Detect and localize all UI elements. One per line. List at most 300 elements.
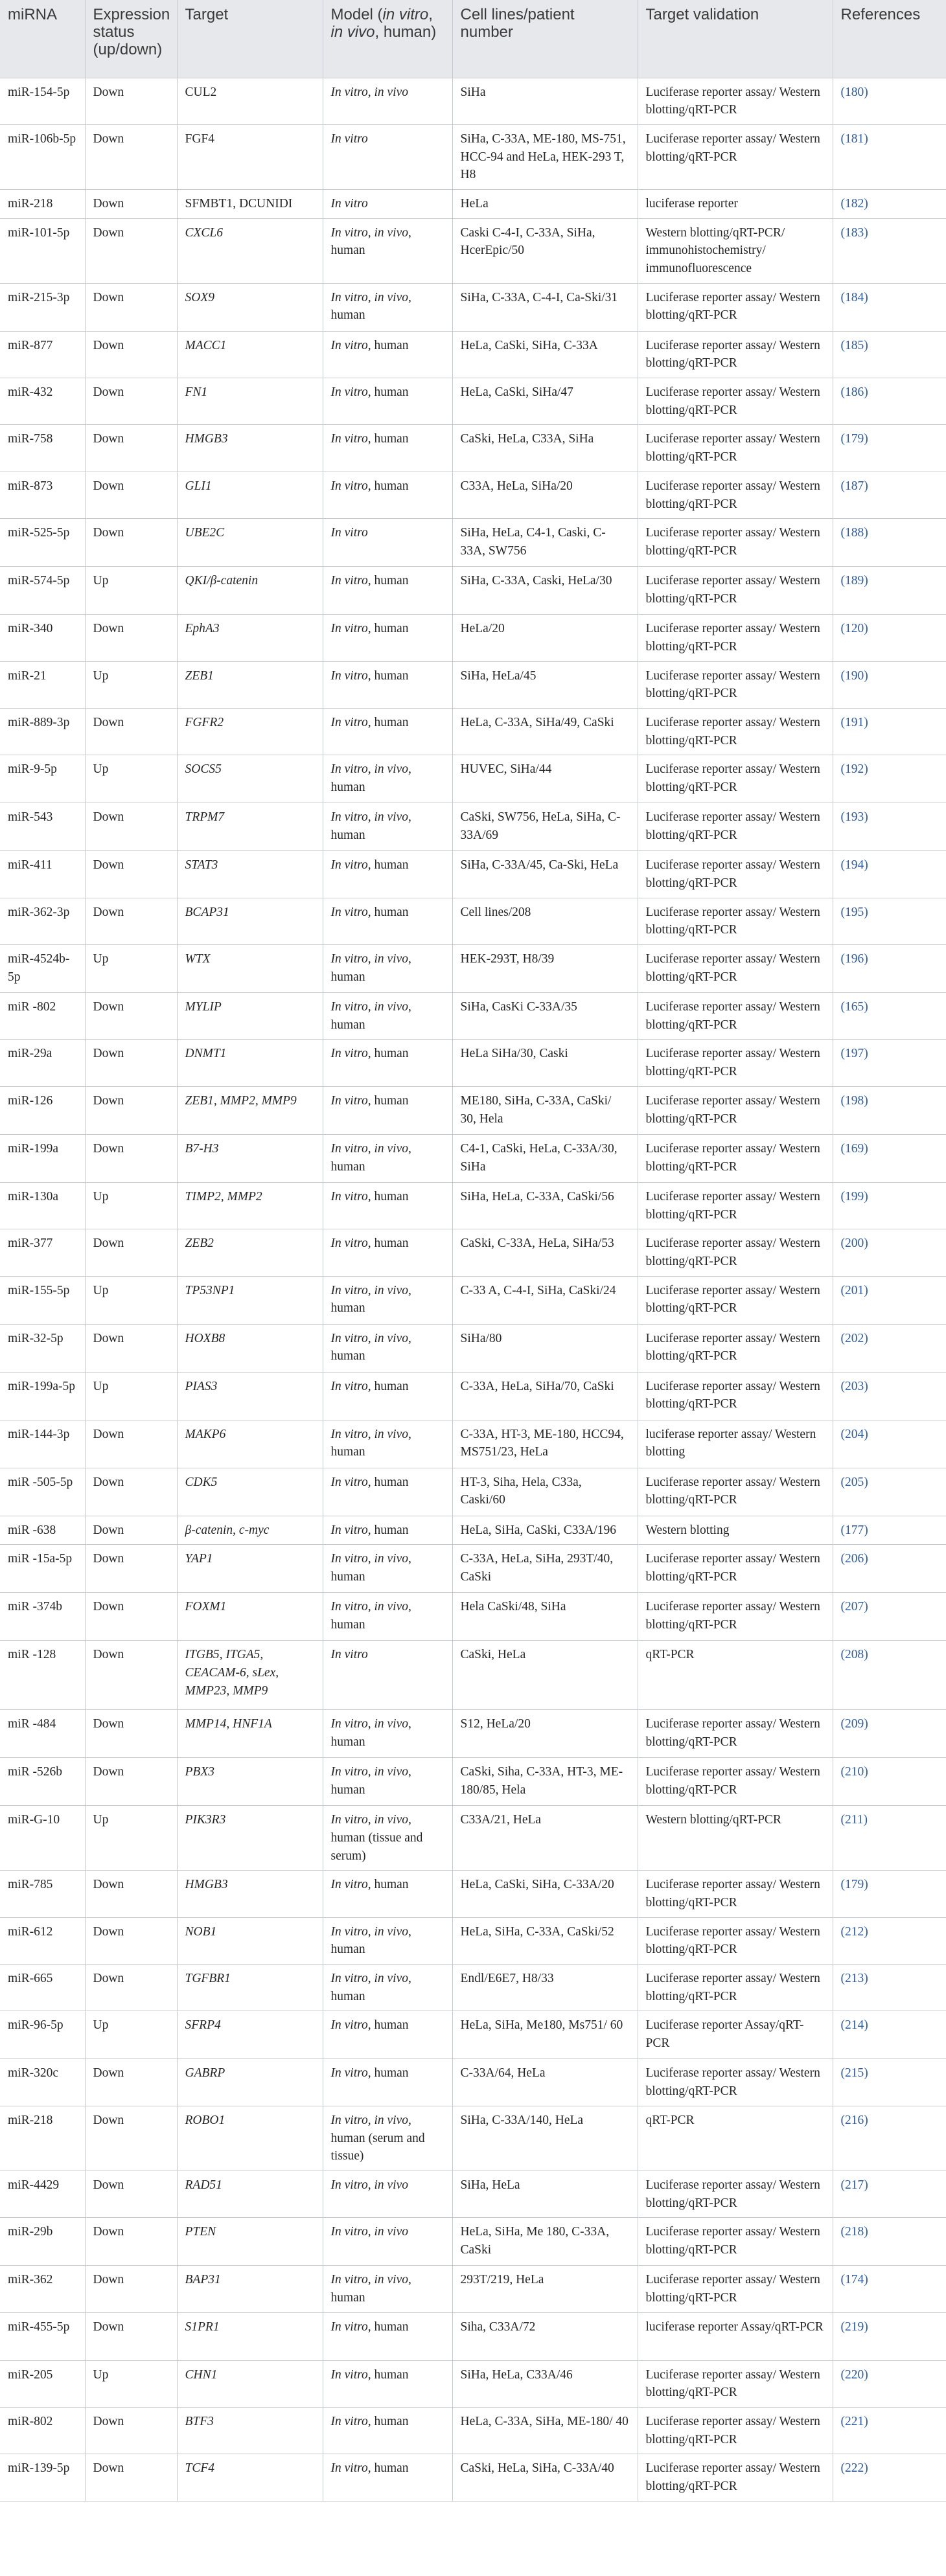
expression-status-cell: Down	[85, 1641, 177, 1710]
model-cell: In vitro, human	[323, 2312, 452, 2360]
target-validation-cell: Luciferase reporter assay/ Western blotting/qRT-PCR	[638, 2266, 833, 2312]
expression-status-cell: Down	[85, 803, 177, 851]
mirna-cell: miR-785	[0, 1871, 85, 1917]
reference-link[interactable]: (220)	[840, 2367, 868, 2382]
reference-link[interactable]: (217)	[840, 2178, 868, 2192]
target-validation-cell: luciferase reporter	[638, 189, 833, 218]
target-cell: STAT3	[177, 851, 323, 898]
reference-cell	[833, 1134, 946, 1182]
reference-link[interactable]: (200)	[840, 1237, 868, 1251]
target-validation-cell: Luciferase reporter assay/ Western blotting/qRT-PCR	[638, 78, 833, 124]
reference-cell	[833, 283, 946, 331]
target-cell: MYLIP	[177, 993, 323, 1040]
cell-lines-cell: SiHa, HeLa	[452, 2171, 638, 2217]
reference-link[interactable]: (201)	[840, 1283, 868, 1297]
mirna-cell: miR-199a-5p	[0, 1372, 85, 1420]
reference-link[interactable]: (192)	[840, 762, 868, 777]
mirna-cell: miR-21	[0, 661, 85, 708]
cell-lines-cell: SiHa, CasKi C-33A/35	[452, 993, 638, 1040]
reference-link[interactable]: (215)	[840, 2066, 868, 2080]
cell-lines-cell: C-33A, HeLa, SiHa, 293T/40, CaSki	[452, 1545, 638, 1593]
mirna-cell: miR-612	[0, 1917, 85, 1964]
target-cell: FN1	[177, 378, 323, 425]
table-row	[0, 1420, 946, 1468]
target-validation-cell: Western blotting/qRT-PCR/ immunohistochemistry/ immunofluorescence	[638, 218, 833, 283]
reference-cell	[833, 1758, 946, 1806]
model-cell: In vitro, human	[323, 851, 452, 898]
reference-cell	[833, 519, 946, 567]
reference-cell	[833, 1324, 946, 1372]
mirna-cell: miR-802	[0, 2408, 85, 2454]
target-cell: TGFBR1	[177, 1965, 323, 2011]
target-cell: TP53NP1	[177, 1276, 323, 1324]
mirna-cell: miR-96-5p	[0, 2011, 85, 2059]
target-cell: DNMT1	[177, 1040, 323, 1086]
model-cell: In vitro, in vivo, human	[323, 755, 452, 803]
mirna-cell: miR-340	[0, 615, 85, 661]
header-cell-lines: Cell lines/patient number	[452, 0, 638, 78]
target-validation-cell: Luciferase reporter assay/ Western blotting/qRT-PCR	[638, 1276, 833, 1324]
cell-lines-cell: HeLa, SiHa, C-33A, CaSki/52	[452, 1917, 638, 1964]
target-cell: FGFR2	[177, 708, 323, 755]
target-cell: SOCS5	[177, 755, 323, 803]
cell-lines-cell: HeLa, CaSki, SiHa, C-33A	[452, 331, 638, 378]
mirna-cell: miR-889-3p	[0, 708, 85, 755]
table-row	[0, 851, 946, 898]
expression-status-cell: Down	[85, 2218, 177, 2266]
expression-status-cell: Down	[85, 1086, 177, 1134]
target-validation-cell: Western blotting	[638, 1516, 833, 1545]
reference-link[interactable]: (189)	[840, 574, 868, 588]
expression-status-cell: Up	[85, 661, 177, 708]
cell-lines-cell: HeLa, SiHa, Me180, Ms751/ 60	[452, 2011, 638, 2059]
header-target: Target	[177, 0, 323, 78]
table-row	[0, 218, 946, 283]
reference-link[interactable]: (197)	[840, 1047, 868, 1061]
reference-link[interactable]: (120)	[840, 622, 868, 636]
reference-link[interactable]: (186)	[840, 385, 868, 400]
table-row	[0, 2059, 946, 2106]
mirna-cell: miR -802	[0, 993, 85, 1040]
cell-lines-cell: HeLa, SiHa, CaSki, C33A/196	[452, 1516, 638, 1545]
header-references: References	[833, 0, 946, 78]
model-cell: In vitro, human	[323, 1516, 452, 1545]
table-row	[0, 2171, 946, 2217]
mirna-cell: miR-29a	[0, 1040, 85, 1086]
target-validation-cell: luciferase reporter Assay/qRT-PCR	[638, 2312, 833, 2360]
table-row	[0, 1040, 946, 1086]
model-cell: In vitro	[323, 124, 452, 189]
expression-status-cell: Down	[85, 2408, 177, 2454]
expression-status-cell: Down	[85, 124, 177, 189]
mirna-cell: miR -128	[0, 1641, 85, 1710]
reference-link[interactable]: (179)	[840, 1878, 868, 1892]
target-cell: HOXB8	[177, 1324, 323, 1372]
model-cell: In vitro, in vivo	[323, 2218, 452, 2266]
expression-status-cell: Down	[85, 1965, 177, 2011]
expression-status-cell: Down	[85, 851, 177, 898]
model-cell: In vitro, in vivo	[323, 78, 452, 124]
reference-cell	[833, 2312, 946, 2360]
reference-link[interactable]: (205)	[840, 1475, 868, 1489]
table-row	[0, 1758, 946, 1806]
cell-lines-cell: SiHa	[452, 78, 638, 124]
cell-lines-cell: SiHa, C-33A, C-4-I, Ca-Ski/31	[452, 283, 638, 331]
mirna-cell: miR-29b	[0, 2218, 85, 2266]
table-row	[0, 708, 946, 755]
table-row	[0, 1593, 946, 1641]
reference-cell	[833, 124, 946, 189]
mirna-cell: miR-362-3p	[0, 898, 85, 944]
expression-status-cell: Down	[85, 2454, 177, 2501]
cell-lines-cell: HUVEC, SiHa/44	[452, 755, 638, 803]
target-cell: ROBO1	[177, 2106, 323, 2171]
model-cell: In vitro, human	[323, 425, 452, 472]
model-cell: In vitro, human	[323, 567, 452, 615]
expression-status-cell: Down	[85, 993, 177, 1040]
reference-cell	[833, 661, 946, 708]
cell-lines-cell: C4-1, CaSki, HeLa, C-33A/30, SiHa	[452, 1134, 638, 1182]
target-cell: YAP1	[177, 1545, 323, 1593]
reference-cell	[833, 1641, 946, 1710]
expression-status-cell: Down	[85, 615, 177, 661]
target-validation-cell: Luciferase reporter assay/ Western blotting/qRT-PCR	[638, 993, 833, 1040]
table-row	[0, 189, 946, 218]
target-cell: GABRP	[177, 2059, 323, 2106]
header-target-validation: Target validation	[638, 0, 833, 78]
cell-lines-cell: SiHa, HeLa/45	[452, 661, 638, 708]
mirna-cell: miR-144-3p	[0, 1420, 85, 1468]
target-cell: SOX9	[177, 283, 323, 331]
expression-status-cell: Up	[85, 755, 177, 803]
reference-cell	[833, 1871, 946, 1917]
target-cell: TCF4	[177, 2454, 323, 2501]
reference-link[interactable]: (165)	[840, 1000, 868, 1014]
reference-link[interactable]: (199)	[840, 1189, 868, 1203]
table-row	[0, 331, 946, 378]
model-cell: In vitro, in vivo, human	[323, 1324, 452, 1372]
target-validation-cell: Luciferase reporter assay/ Western blotting/qRT-PCR	[638, 425, 833, 472]
reference-cell	[833, 1276, 946, 1324]
reference-cell	[833, 803, 946, 851]
reference-link[interactable]: (210)	[840, 1765, 868, 1779]
reference-link[interactable]: (198)	[840, 1093, 868, 1108]
reference-link[interactable]: (212)	[840, 1924, 868, 1939]
expression-status-cell: Down	[85, 898, 177, 944]
model-cell: In vitro	[323, 519, 452, 567]
cell-lines-cell: SiHa, C-33A/45, Ca-Ski, HeLa	[452, 851, 638, 898]
target-cell: TRPM7	[177, 803, 323, 851]
reference-link[interactable]: (194)	[840, 858, 868, 872]
reference-link[interactable]: (213)	[840, 1972, 868, 1986]
mirna-cell: miR-320c	[0, 2059, 85, 2106]
mirna-cell: miR-4429	[0, 2171, 85, 2217]
cell-lines-cell: CaSki, HeLa, C33A, SiHa	[452, 425, 638, 472]
table-row	[0, 615, 946, 661]
reference-link[interactable]: (222)	[840, 2461, 868, 2476]
model-cell: In vitro, human	[323, 2360, 452, 2407]
expression-status-cell: Down	[85, 78, 177, 124]
target-validation-cell: Luciferase reporter assay/ Western blotting/qRT-PCR	[638, 2171, 833, 2217]
target-validation-cell: Luciferase reporter assay/ Western blotting/qRT-PCR	[638, 1372, 833, 1420]
table-row	[0, 378, 946, 425]
table-row	[0, 124, 946, 189]
cell-lines-cell: SiHa, C-33A, ME-180, MS-751, HCC-94 and HeLa, HEK-293 T, H8	[452, 124, 638, 189]
expression-status-cell: Down	[85, 218, 177, 283]
model-cell: In vitro, human	[323, 2059, 452, 2106]
reference-link[interactable]: (182)	[840, 196, 868, 211]
cell-lines-cell: SiHa, C-33A, Caski, HeLa/30	[452, 567, 638, 615]
reference-cell	[833, 2171, 946, 2217]
reference-link[interactable]: (188)	[840, 526, 868, 540]
target-validation-cell: Luciferase reporter assay/ Western blotting/qRT-PCR	[638, 124, 833, 189]
reference-link[interactable]: (181)	[840, 131, 868, 146]
table-row	[0, 803, 946, 851]
target-cell: CUL2	[177, 78, 323, 124]
reference-link[interactable]: (195)	[840, 905, 868, 919]
table-row	[0, 1468, 946, 1516]
target-cell: CHN1	[177, 2360, 323, 2407]
reference-link[interactable]: (187)	[840, 479, 868, 493]
reference-link[interactable]: (214)	[840, 2018, 868, 2033]
target-cell: ZEB1	[177, 661, 323, 708]
expression-status-cell: Up	[85, 1372, 177, 1420]
mirna-cell: miR-525-5p	[0, 519, 85, 567]
header-mirna: miRNA	[0, 0, 85, 78]
mirna-cell: miR-155-5p	[0, 1276, 85, 1324]
cell-lines-cell: Siha, C33A/72	[452, 2312, 638, 2360]
cell-lines-cell: Caski C-4-I, C-33A, SiHa, HcerEpic/50	[452, 218, 638, 283]
cell-lines-cell: HeLa, C-33A, SiHa, ME-180/ 40	[452, 2408, 638, 2454]
table-row	[0, 1641, 946, 1710]
model-cell: In vitro, human	[323, 1468, 452, 1516]
expression-status-cell: Down	[85, 1871, 177, 1917]
expression-status-cell: Down	[85, 1229, 177, 1276]
expression-status-cell: Down	[85, 1758, 177, 1806]
model-cell: In vitro, in vivo, human	[323, 1917, 452, 1964]
mirna-cell: miR-139-5p	[0, 2454, 85, 2501]
model-cell: In vitro, human	[323, 1086, 452, 1134]
target-validation-cell: luciferase reporter assay/ Western blotting	[638, 1420, 833, 1468]
reference-link[interactable]: (219)	[840, 2320, 868, 2334]
target-cell: ZEB1, MMP2, MMP9	[177, 1086, 323, 1134]
model-cell: In vitro, human	[323, 615, 452, 661]
mirna-cell: miR-574-5p	[0, 567, 85, 615]
target-validation-cell: qRT-PCR	[638, 2106, 833, 2171]
target-cell: ITGB5, ITGA5, CEACAM-6, sLex, MMP23, MMP9	[177, 1641, 323, 1710]
cell-lines-cell: SiHa, HeLa, C33A/46	[452, 2360, 638, 2407]
target-cell: FOXM1	[177, 1593, 323, 1641]
reference-link[interactable]: (216)	[840, 2113, 868, 2127]
target-validation-cell: Luciferase reporter assay/ Western blotting/qRT-PCR	[638, 1965, 833, 2011]
expression-status-cell: Down	[85, 1917, 177, 1964]
reference-cell	[833, 1229, 946, 1276]
expression-status-cell: Down	[85, 1134, 177, 1182]
cell-lines-cell: S12, HeLa/20	[452, 1710, 638, 1758]
table-row	[0, 1516, 946, 1545]
expression-status-cell: Down	[85, 189, 177, 218]
table-row	[0, 1871, 946, 1917]
expression-status-cell: Up	[85, 2011, 177, 2059]
reference-link[interactable]: (196)	[840, 952, 868, 966]
table-row	[0, 993, 946, 1040]
reference-link[interactable]: (184)	[840, 290, 868, 304]
expression-status-cell: Down	[85, 2266, 177, 2312]
mirna-cell: miR -374b	[0, 1593, 85, 1641]
target-validation-cell: Luciferase reporter assay/ Western blotting/qRT-PCR	[638, 661, 833, 708]
expression-status-cell: Down	[85, 1324, 177, 1372]
table-row	[0, 2266, 946, 2312]
table-row	[0, 1324, 946, 1372]
reference-link[interactable]: (179)	[840, 432, 868, 446]
expression-status-cell: Down	[85, 2106, 177, 2171]
header-expression-status: Expression status (up/down)	[85, 0, 177, 78]
target-validation-cell: Luciferase reporter assay/ Western blotting/qRT-PCR	[638, 615, 833, 661]
reference-cell	[833, 1468, 946, 1516]
mirna-cell: miR-126	[0, 1086, 85, 1134]
table-row	[0, 283, 946, 331]
target-validation-cell: Luciferase reporter assay/ Western blotting/qRT-PCR	[638, 803, 833, 851]
target-validation-cell: Luciferase reporter assay/ Western blotting/qRT-PCR	[638, 2218, 833, 2266]
table-row	[0, 2106, 946, 2171]
target-cell: SFRP4	[177, 2011, 323, 2059]
mirna-cell: miR-215-3p	[0, 283, 85, 331]
reference-cell	[833, 615, 946, 661]
model-cell: In vitro, human	[323, 1040, 452, 1086]
reference-cell	[833, 1086, 946, 1134]
reference-cell	[833, 1806, 946, 1871]
target-cell: CDK5	[177, 1468, 323, 1516]
table-row	[0, 1276, 946, 1324]
target-cell: HMGB3	[177, 425, 323, 472]
reference-cell	[833, 1710, 946, 1758]
mirna-cell: miR-G-10	[0, 1806, 85, 1871]
target-validation-cell: Western blotting/qRT-PCR	[638, 1806, 833, 1871]
table-row	[0, 755, 946, 803]
table-row	[0, 1182, 946, 1229]
target-validation-cell: Luciferase reporter assay/ Western blotting/qRT-PCR	[638, 472, 833, 518]
reference-link[interactable]: (185)	[840, 338, 868, 352]
mirna-cell: miR-154-5p	[0, 78, 85, 124]
reference-link[interactable]: (218)	[840, 2225, 868, 2239]
target-validation-cell: Luciferase reporter assay/ Western blotting/qRT-PCR	[638, 1182, 833, 1229]
reference-cell	[833, 2360, 946, 2407]
reference-link[interactable]: (204)	[840, 1427, 868, 1441]
target-cell: PIK3R3	[177, 1806, 323, 1871]
reference-link[interactable]: (208)	[840, 1648, 868, 1662]
expression-status-cell: Down	[85, 331, 177, 378]
target-cell: S1PR1	[177, 2312, 323, 2360]
reference-link[interactable]: (180)	[840, 85, 868, 99]
reference-link[interactable]: (177)	[840, 1523, 868, 1537]
mirna-cell: miR-4524b-5p	[0, 945, 85, 993]
mirna-cell: miR-362	[0, 2266, 85, 2312]
model-cell: In vitro, human	[323, 1372, 452, 1420]
target-cell: BAP31	[177, 2266, 323, 2312]
reference-cell	[833, 755, 946, 803]
cell-lines-cell: CaSki, HeLa	[452, 1641, 638, 1710]
reference-link[interactable]: (190)	[840, 668, 868, 683]
reference-link[interactable]: (211)	[840, 1813, 868, 1827]
target-cell: QKI/β-catenin	[177, 567, 323, 615]
table-row	[0, 945, 946, 993]
target-validation-cell: Luciferase reporter assay/ Western blotting/qRT-PCR	[638, 331, 833, 378]
target-validation-cell: Luciferase reporter assay/ Western blotting/qRT-PCR	[638, 1229, 833, 1276]
table-row	[0, 2218, 946, 2266]
reference-cell	[833, 189, 946, 218]
model-cell: In vitro, human	[323, 1871, 452, 1917]
model-cell: In vitro, in vivo, human	[323, 993, 452, 1040]
target-validation-cell: Luciferase reporter assay/ Western blotting/qRT-PCR	[638, 2408, 833, 2454]
reference-link[interactable]: (183)	[840, 225, 868, 240]
reference-cell	[833, 331, 946, 378]
expression-status-cell: Down	[85, 1545, 177, 1593]
reference-cell	[833, 2454, 946, 2501]
cell-lines-cell: C-33 A, C-4-I, SiHa, CaSki/24	[452, 1276, 638, 1324]
model-cell: In vitro, in vivo, human	[323, 1420, 452, 1468]
expression-status-cell: Down	[85, 2171, 177, 2217]
mirna-cell: miR-218	[0, 2106, 85, 2171]
mirna-cell: miR-32-5p	[0, 1324, 85, 1372]
mirna-cell: miR-101-5p	[0, 218, 85, 283]
cell-lines-cell: C33A, HeLa, SiHa/20	[452, 472, 638, 518]
reference-link[interactable]: (169)	[840, 1141, 868, 1156]
mirna-cell: miR -505-5p	[0, 1468, 85, 1516]
target-validation-cell: Luciferase reporter assay/ Western blotting/qRT-PCR	[638, 1040, 833, 1086]
target-validation-cell: Luciferase reporter assay/ Western blotting/qRT-PCR	[638, 1710, 833, 1758]
reference-cell	[833, 708, 946, 755]
model-cell: In vitro, in vivo, human	[323, 2266, 452, 2312]
model-cell: In vitro, human	[323, 708, 452, 755]
model-cell: In vitro, human	[323, 2454, 452, 2501]
mirna-cell: miR-665	[0, 1965, 85, 2011]
reference-cell	[833, 1593, 946, 1641]
mirna-cell: miR-758	[0, 425, 85, 472]
target-validation-cell: Luciferase reporter assay/ Western blotting/qRT-PCR	[638, 851, 833, 898]
target-cell: GLI1	[177, 472, 323, 518]
reference-link[interactable]: (221)	[840, 2415, 868, 2428]
reference-link[interactable]: (193)	[840, 810, 868, 825]
reference-link[interactable]: (207)	[840, 1600, 868, 1614]
expression-status-cell: Down	[85, 1040, 177, 1086]
reference-cell	[833, 2106, 946, 2171]
reference-link[interactable]: (202)	[840, 1331, 868, 1345]
cell-lines-cell: 293T/219, HeLa	[452, 2266, 638, 2312]
table-row	[0, 1917, 946, 1964]
reference-link[interactable]: (206)	[840, 1552, 868, 1566]
target-validation-cell: Luciferase reporter assay/ Western blotting/qRT-PCR	[638, 2059, 833, 2106]
model-cell: In vitro, in vivo	[323, 2171, 452, 2217]
table-row	[0, 567, 946, 615]
target-validation-cell: Luciferase reporter assay/ Western blotting/qRT-PCR	[638, 898, 833, 944]
cell-lines-cell: Hela CaSki/48, SiHa	[452, 1593, 638, 1641]
target-validation-cell: Luciferase reporter assay/ Western blotting/qRT-PCR	[638, 708, 833, 755]
reference-cell	[833, 2266, 946, 2312]
cell-lines-cell: HT-3, Siha, Hela, C33a, Caski/60	[452, 1468, 638, 1516]
model-cell: In vitro	[323, 189, 452, 218]
reference-link[interactable]: (209)	[840, 1717, 868, 1731]
target-cell: UBE2C	[177, 519, 323, 567]
target-validation-cell: Luciferase reporter assay/ Western blotting/qRT-PCR	[638, 378, 833, 425]
target-cell: B7-H3	[177, 1134, 323, 1182]
model-cell: In vitro, in vivo, human	[323, 1593, 452, 1641]
expression-status-cell: Down	[85, 708, 177, 755]
reference-link[interactable]: (191)	[840, 715, 868, 729]
reference-link[interactable]: (174)	[840, 2273, 868, 2287]
reference-link[interactable]: (203)	[840, 1379, 868, 1393]
target-validation-cell: Luciferase reporter assay/ Western blotting/qRT-PCR	[638, 1134, 833, 1182]
cell-lines-cell: ME180, SiHa, C-33A, CaSki/ 30, Hela	[452, 1086, 638, 1134]
